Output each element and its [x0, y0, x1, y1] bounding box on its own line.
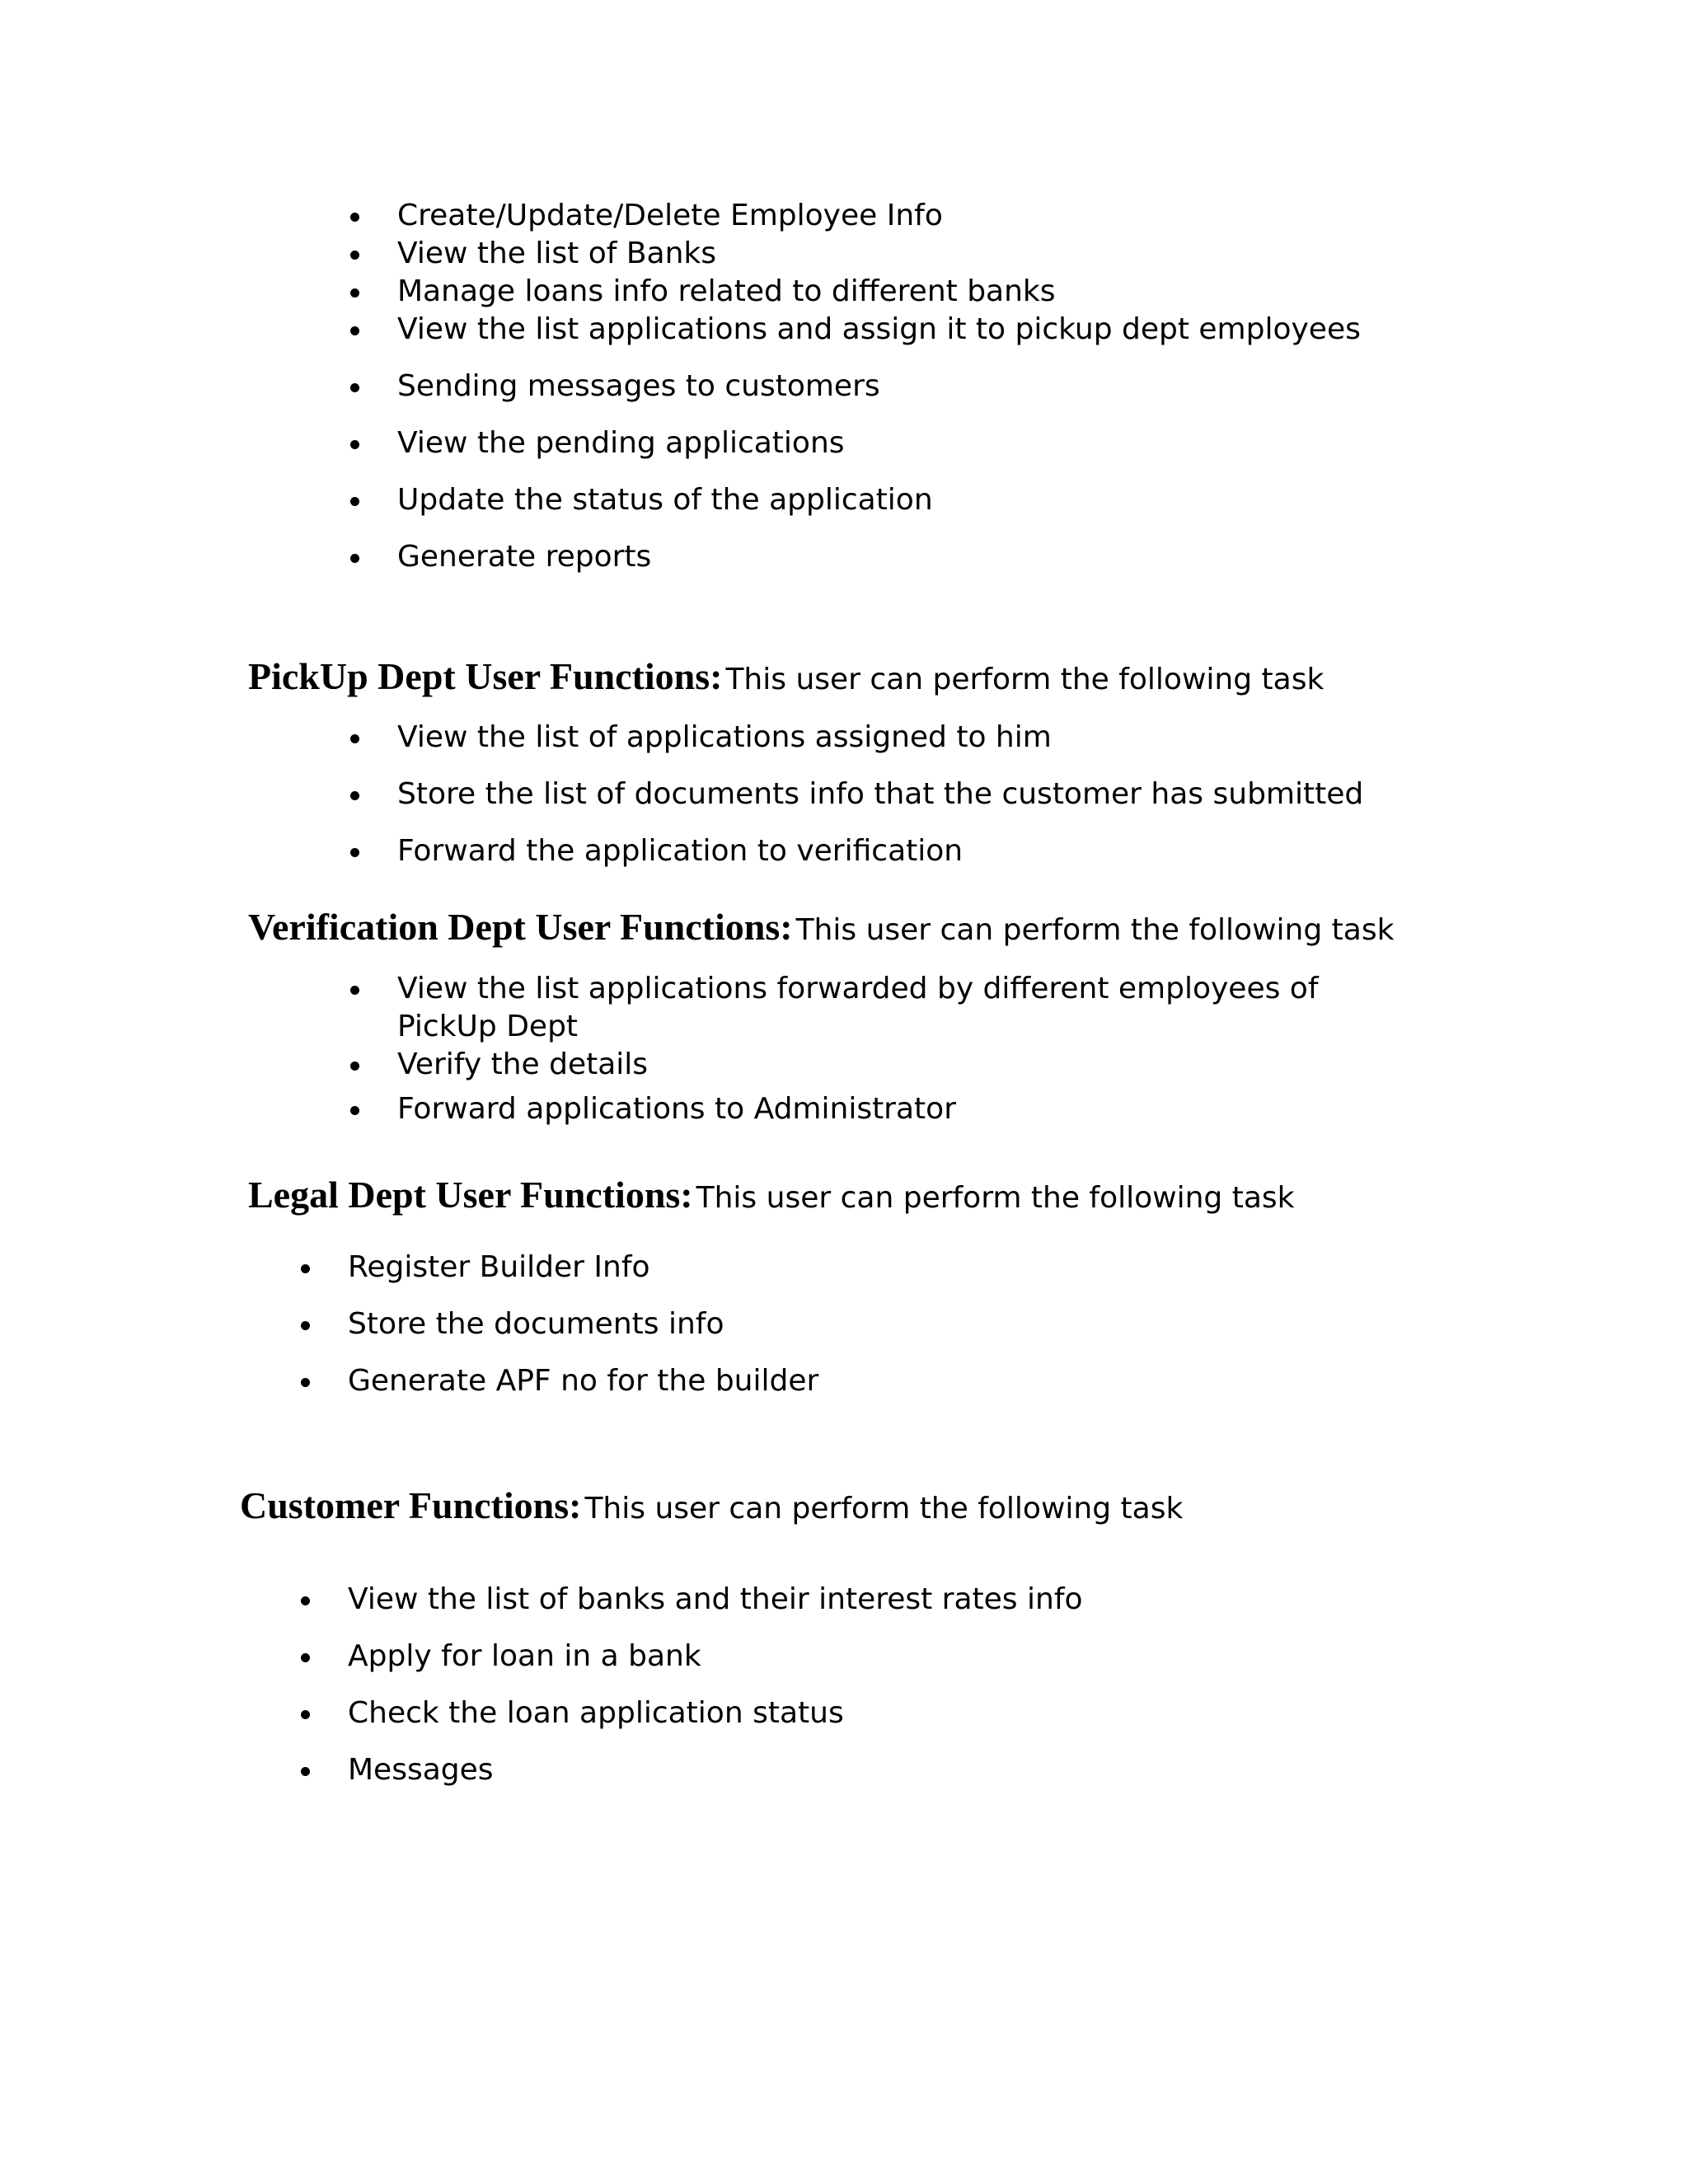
list-item: Forward the application to verification: [348, 832, 1363, 870]
list-item: Generate APF no for the builder: [298, 1362, 818, 1400]
list-item: Store the list of documents info that the customer has submitted: [348, 776, 1363, 813]
list-item: View the list of Banks: [348, 235, 1361, 273]
list-item: Apply for loan in a bank: [298, 1638, 1083, 1675]
customer-heading: [240, 1483, 1183, 1538]
admin-functions-list: [348, 197, 1361, 576]
list-item: Sending messages to customers: [348, 368, 1361, 405]
list-item: Generate reports: [348, 538, 1361, 576]
list-item: Update the status of the application: [348, 481, 1361, 519]
list-item: Register Builder Info: [298, 1249, 818, 1286]
verification-functions-list: [348, 970, 1411, 1128]
list-item: Messages: [298, 1751, 1083, 1789]
verification-heading: [248, 904, 1394, 959]
legal-functions-list: [298, 1249, 818, 1400]
section-title: Customer Functions:: [240, 1484, 582, 1526]
list-item: Verify the details: [348, 1046, 1411, 1084]
list-item: Create/Update/Delete Employee Info: [348, 197, 1361, 235]
section-title: PickUp Dept User Functions:: [248, 655, 723, 697]
section-title: Legal Dept User Functions:: [248, 1174, 693, 1216]
list-item: Check the loan application status: [298, 1694, 1083, 1732]
list-item: View the list of banks and their interest rates info: [298, 1581, 1083, 1619]
section-description: This user can perform the following task: [696, 1181, 1295, 1215]
list-item: Manage loans info related to different banks: [348, 273, 1361, 311]
section-title: Verification Dept User Functions:: [248, 906, 793, 948]
pickup-functions-list: [348, 719, 1363, 870]
list-item: Forward applications to Administrator: [348, 1090, 1411, 1128]
section-description: This user can perform the following task: [795, 913, 1395, 947]
list-item: View the list applications and assign it to pickup dept employees: [348, 311, 1361, 349]
list-item: View the pending applications: [348, 424, 1361, 462]
list-item: View the list applications forwarded by different employees of PickUp Dept: [348, 970, 1411, 1046]
section-description: This user can perform the following task: [584, 1492, 1184, 1526]
pickup-heading: [248, 654, 1324, 709]
customer-functions-list: [298, 1581, 1083, 1789]
list-item: View the list of applications assigned to him: [348, 719, 1363, 757]
legal-heading: [248, 1172, 1294, 1227]
list-item: Store the documents info: [298, 1305, 818, 1343]
section-description: This user can perform the following task: [725, 663, 1325, 696]
